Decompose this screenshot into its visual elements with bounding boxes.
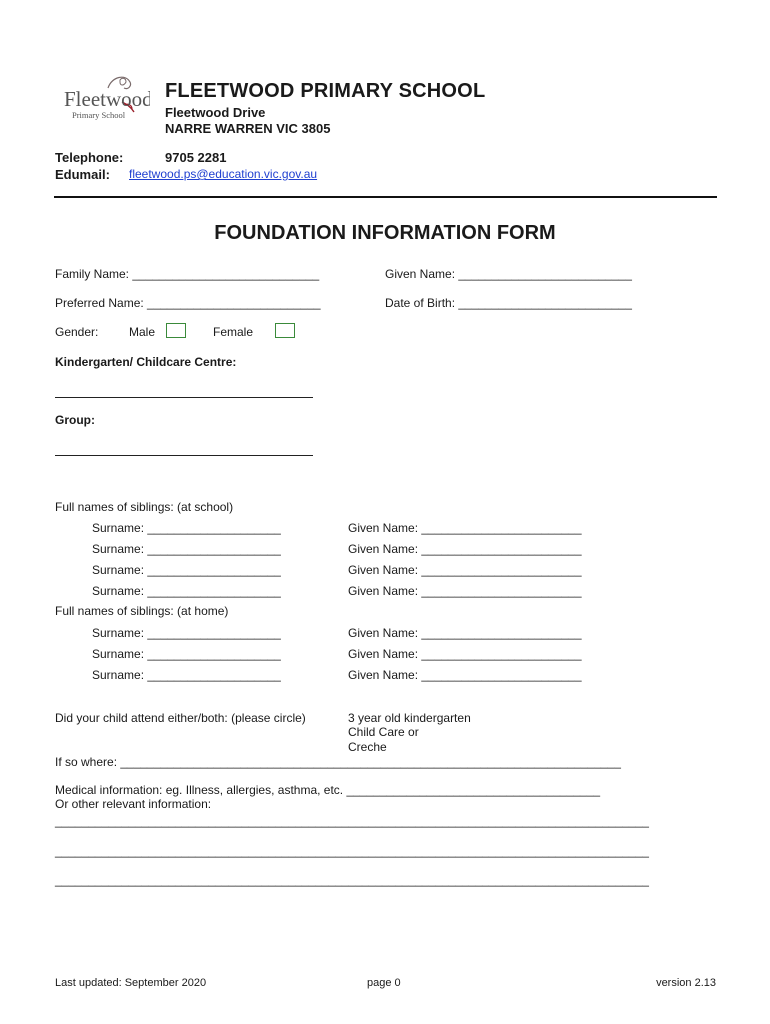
address-line-1: Fleetwood Drive bbox=[165, 105, 266, 120]
date-of-birth-field[interactable]: Date of Birth: __________________________ bbox=[385, 296, 632, 310]
sibling-school-given[interactable]: Given Name: ________________________ bbox=[348, 542, 582, 556]
given-name-field[interactable]: Given Name: __________________________ bbox=[385, 267, 632, 281]
siblings-school-label: Full names of siblings: (at school) bbox=[55, 500, 234, 514]
preferred-name-field[interactable]: Preferred Name: __________________________ bbox=[55, 296, 321, 310]
sibling-home-given[interactable]: Given Name: ________________________ bbox=[348, 647, 582, 661]
page-number: page 0 bbox=[367, 977, 401, 989]
attend-option-kindergarten[interactable]: 3 year old kindergarten bbox=[348, 711, 471, 725]
kindergarten-label: Kindergarten/ Childcare Centre: bbox=[55, 355, 237, 369]
group-line[interactable] bbox=[55, 455, 313, 456]
sibling-home-surname[interactable]: Surname: ____________________ bbox=[92, 668, 281, 682]
male-label: Male bbox=[129, 325, 156, 339]
address-line-2: NARRE WARREN VIC 3805 bbox=[165, 121, 331, 136]
sibling-home-given[interactable]: Given Name: ________________________ bbox=[348, 668, 582, 682]
version-label: version 2.13 bbox=[656, 977, 716, 989]
header-divider bbox=[54, 196, 717, 198]
other-info-label: Or other relevant information: bbox=[55, 797, 212, 811]
attendance-question: Did your child attend either/both: (please circle) bbox=[55, 711, 306, 725]
siblings-home-label: Full names of siblings: (at home) bbox=[55, 604, 229, 618]
notes-line[interactable]: _________________________________________________________________________________________ bbox=[55, 814, 649, 828]
notes-line[interactable]: _________________________________________________________________________________________ bbox=[55, 844, 649, 858]
family-name-field[interactable]: Family Name: ____________________________ bbox=[55, 267, 320, 281]
if-so-where-field[interactable]: If so where: ___________________________________________________________________________ bbox=[55, 755, 621, 769]
sibling-home-surname[interactable]: Surname: ____________________ bbox=[92, 626, 281, 640]
sibling-school-given[interactable]: Given Name: ________________________ bbox=[348, 521, 582, 535]
attend-option-childcare[interactable]: Child Care or bbox=[348, 725, 419, 739]
male-checkbox[interactable] bbox=[166, 323, 186, 338]
school-name: FLEETWOOD PRIMARY SCHOOL bbox=[165, 80, 486, 102]
sibling-school-given[interactable]: Given Name: ________________________ bbox=[348, 563, 582, 577]
attend-option-creche[interactable]: Creche bbox=[348, 740, 387, 754]
gender-label: Gender: bbox=[55, 325, 99, 339]
female-checkbox[interactable] bbox=[275, 323, 295, 338]
telephone-label: Telephone: bbox=[55, 150, 124, 165]
sibling-school-surname[interactable]: Surname: ____________________ bbox=[92, 563, 281, 577]
edumail-label: Edumail: bbox=[55, 167, 110, 182]
sibling-school-surname[interactable]: Surname: ____________________ bbox=[92, 542, 281, 556]
notes-line[interactable]: _________________________________________________________________________________________ bbox=[55, 873, 649, 887]
telephone-value: 9705 2281 bbox=[165, 150, 227, 165]
sibling-school-given[interactable]: Given Name: ________________________ bbox=[348, 584, 582, 598]
sibling-school-surname[interactable]: Surname: ____________________ bbox=[92, 521, 281, 535]
sibling-home-given[interactable]: Given Name: ________________________ bbox=[348, 626, 582, 640]
medical-info-field[interactable]: Medical information: eg. Illness, allergies, asthma, etc. ______________________________________ bbox=[55, 783, 601, 797]
school-logo bbox=[60, 72, 150, 130]
last-updated: Last updated: September 2020 bbox=[55, 977, 207, 989]
group-label: Group: bbox=[55, 413, 95, 427]
sibling-school-surname[interactable]: Surname: ____________________ bbox=[92, 584, 281, 598]
logo-graphic bbox=[60, 72, 150, 130]
logo-wordmark: Fleetwood bbox=[64, 87, 150, 111]
sibling-home-surname[interactable]: Surname: ____________________ bbox=[92, 647, 281, 661]
edumail-link[interactable]: fleetwood.ps@education.vic.gov.au bbox=[129, 167, 318, 181]
female-label: Female bbox=[213, 325, 254, 339]
form-title: FOUNDATION INFORMATION FORM bbox=[214, 222, 556, 244]
kindergarten-line[interactable] bbox=[55, 397, 313, 398]
logo-subtitle: Primary School bbox=[72, 110, 126, 120]
